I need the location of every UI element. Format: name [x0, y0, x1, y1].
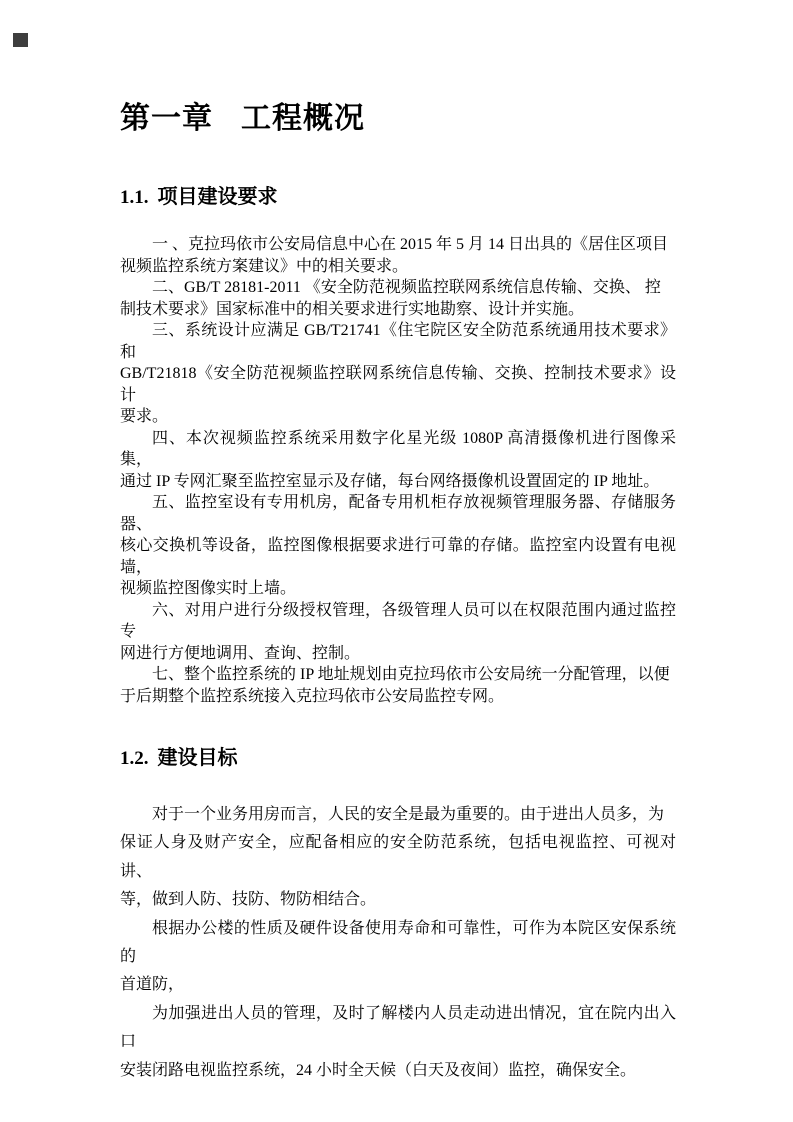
- chapter-title: 工程概况: [241, 101, 365, 136]
- paragraph: 一 、克拉玛依市公安局信息中心在 2015 年 5 月 14 日出具的《居住区项目 视频监控系统方案建议》中的相关要求。: [120, 236, 669, 275]
- section-construction-goals: [120, 745, 676, 1085]
- paragraph: 三、系统设计应满足 GB/T21741《住宅院区安全防范系统通用技术要求》和 GB/T21818《安全防范视频监控联网系统信息传输、交换、控制技术要求》设计 要求。: [120, 322, 676, 425]
- document-content: [120, 0, 676, 1085]
- paragraph: 二、GB/T 28181-2011 《安全防范视频监控联网系统信息传输、交换、 控 制技术要求》国家标准中的相关要求进行实地勘察、设计并实施。: [120, 279, 661, 318]
- section-1-1-body: [120, 234, 676, 707]
- section-1-1-heading: [120, 184, 676, 210]
- page-corner-artifact: [13, 33, 28, 47]
- paragraph: 对于一个业务用房而言，人民的安全是最为重要的。由于进出人员多，为 保证人身及财产安全，应配备相应的安全防范系统，包括电视监控、可视对讲、 等，做到人防、技防、物防相结合。: [120, 806, 676, 909]
- paragraph: 七、整个监控系统的 IP 地址规划由克拉玛依市公安局统一分配管理，以便 于后期整个监控系统接入克拉玛依市公安局监控专网。: [120, 666, 670, 705]
- section-project-requirements: [120, 184, 676, 707]
- section-1-2-number: 1.2.: [120, 748, 149, 769]
- section-1-2-heading: [120, 745, 676, 771]
- chapter-number: 第一章: [120, 101, 213, 136]
- paragraph: 六、对用户进行分级授权管理，各级管理人员可以在权限范围内通过监控专 网进行方便地调用、查询、控制。: [120, 601, 676, 662]
- paragraph: 五、监控室设有专用机房，配备专用机柜存放视频管理服务器、存储服务器、 核心交换机等设备，监控图像根据要求进行可靠的存储。监控室内设置有电视墙， 视频监控图像实时上墙。: [120, 494, 676, 597]
- chapter-heading: [120, 103, 676, 135]
- paragraph: 根据办公楼的性质及硬件设备使用寿命和可靠性，可作为本院区安保系统的 首道防，: [120, 919, 676, 994]
- section-1-1-number: 1.1.: [120, 187, 149, 208]
- paragraph: 四、本次视频监控系统采用数字化星光级 1080P 高清摄像机进行图像采集， 通过 IP 专网汇聚至监控室显示及存储，每台网络摄像机设置固定的 IP 地址。: [120, 429, 676, 490]
- paragraph: 为加强进出人员的管理，及时了解楼内人员走动进出情况，宜在院内出入口 安装闭路电视监控系统，24 小时全天候（白天及夜间）监控，确保安全。: [120, 1004, 676, 1079]
- section-1-2-title: 建设目标: [157, 745, 238, 769]
- section-1-2-body: [120, 801, 676, 1085]
- section-1-1-title: 项目建设要求: [157, 184, 278, 208]
